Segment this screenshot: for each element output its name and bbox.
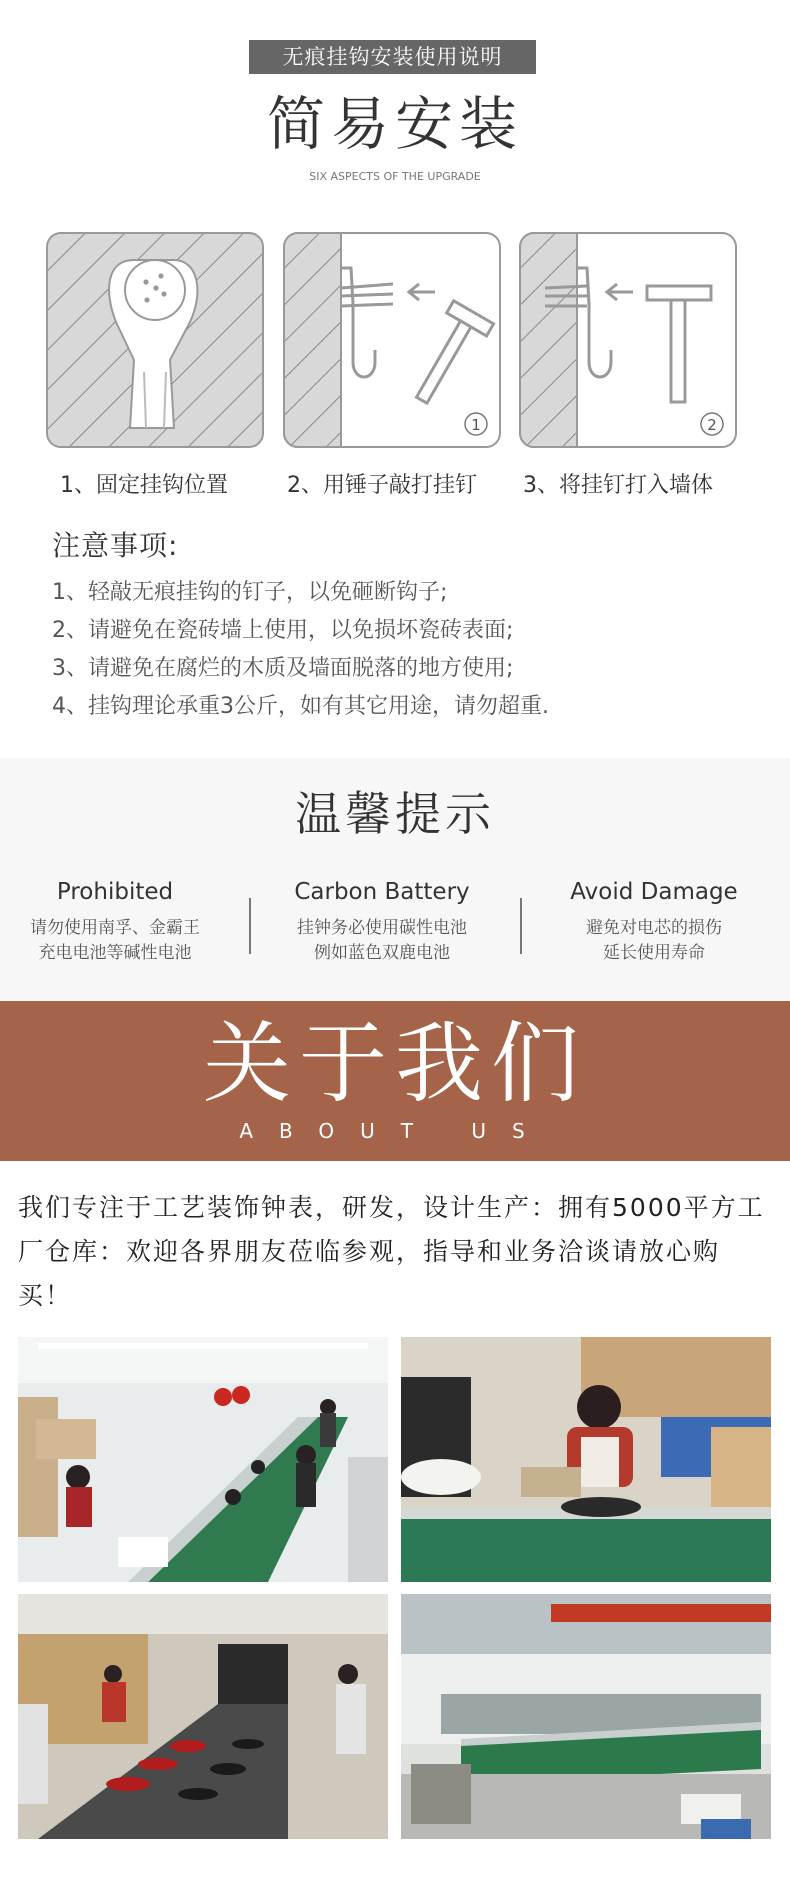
tip-heading: Avoid Damage — [570, 879, 738, 905]
company-intro: 我们专注于工艺装饰钟表，研发，设计生产：拥有5000平方工厂仓库：欢迎各界朋友莅临参观，指导和业务洽谈请放心购买！ — [18, 1193, 765, 1310]
tip-line: 延长使用寿命 — [603, 943, 705, 963]
tip-heading: Carbon Battery — [294, 879, 470, 905]
tips-title: 温馨提示 — [295, 787, 495, 841]
notice-item: 4、挂钩理论承重3公斤，如有其它用途，请勿超重. — [52, 694, 549, 719]
install-subtitle: SIX ASPECTS OF THE UPGRADE — [309, 170, 481, 183]
step-2-illustration — [283, 232, 501, 448]
notice-item: 2、请避免在瓷砖墙上使用，以免损坏瓷砖表面; — [52, 618, 514, 643]
notice-list — [52, 574, 549, 726]
factory-photo-1 — [18, 1337, 388, 1582]
install-tag: 无痕挂钩安装使用说明 — [249, 40, 536, 74]
tips-section — [0, 758, 790, 1001]
tip-line: 挂钟务必使用碳性电池 — [297, 918, 467, 938]
tip-heading: Prohibited — [56, 879, 174, 905]
notice-item: 1、轻敲无痕挂钩的钉子，以免砸断钩子; — [52, 580, 448, 605]
tip-line: 请勿使用南孚、金霸王 — [30, 918, 200, 938]
factory-photo-3 — [18, 1594, 388, 1839]
tip-prohibited — [0, 876, 235, 966]
step-3-badge: 2 — [707, 416, 717, 434]
step-2-label: 2、用锤子敲打挂钉 — [287, 473, 477, 498]
tip-avoid-damage — [534, 876, 774, 966]
about-banner — [0, 1001, 790, 1161]
factory-photo-2 — [401, 1337, 771, 1582]
about-title-cn: 关于我们 — [202, 1012, 587, 1115]
step-1-label: 1、固定挂钩位置 — [60, 473, 228, 498]
step-2-badge: 1 — [471, 416, 481, 434]
step-1-illustration — [46, 232, 264, 448]
step-3-illustration — [519, 232, 737, 448]
tip-line: 避免对电芯的损伤 — [586, 918, 722, 938]
notice-item: 3、请避免在腐烂的木质及墙面脱落的地方使用; — [52, 656, 514, 681]
install-section — [0, 0, 790, 758]
factory-photo-4 — [401, 1594, 771, 1839]
tip-divider — [520, 898, 522, 954]
tip-divider — [249, 898, 251, 954]
notice-title: 注意事项: — [52, 529, 179, 562]
step-3-label: 3、将挂钉打入墙体 — [523, 473, 713, 498]
tip-carbon-battery — [262, 876, 502, 966]
tip-line: 例如蓝色双鹿电池 — [314, 943, 450, 963]
about-title-en: ABOUT US — [239, 1119, 551, 1143]
tip-line: 充电电池等碱性电池 — [38, 943, 192, 963]
install-title: 简易安装 — [266, 90, 523, 158]
